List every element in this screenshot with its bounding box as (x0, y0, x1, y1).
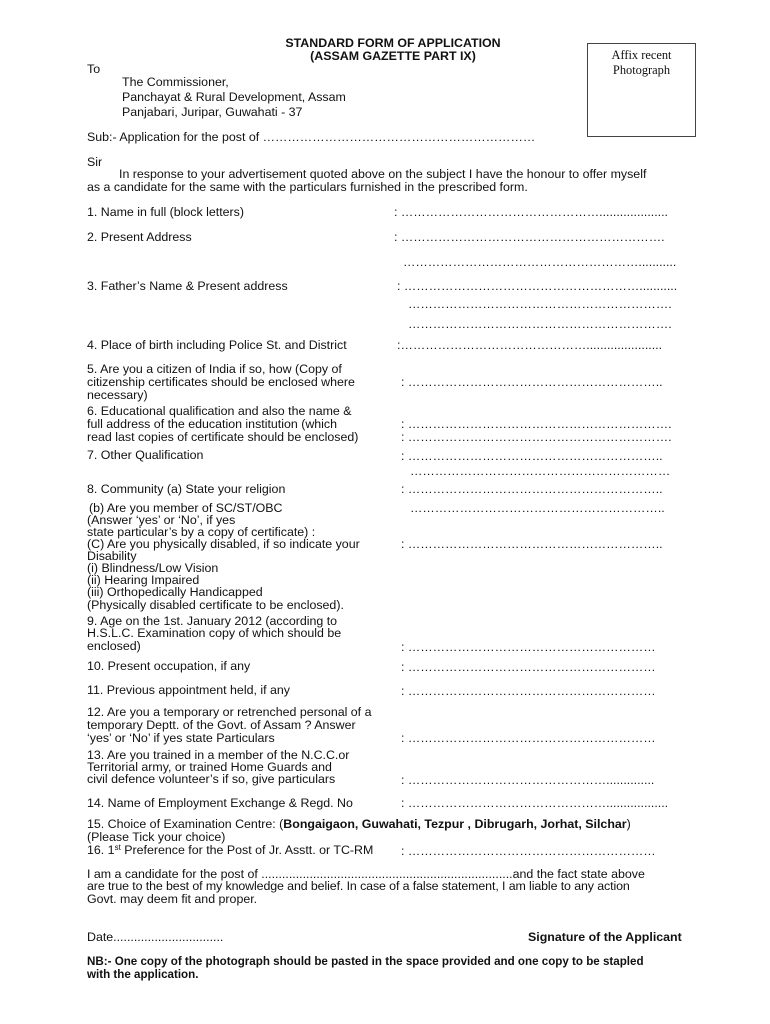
signature-label: Signature of the Applicant (528, 930, 682, 944)
field-3-entry-1[interactable]: : …………………………………………………........... (397, 279, 678, 293)
field-8c-entry[interactable]: : …………………………………………………….. (401, 537, 663, 551)
field-8c-label-line5: (iii) Orthopedically Handicapped (87, 585, 263, 599)
field-9-label-line1: 9. Age on the 1st. January 2012 (according to (87, 614, 338, 628)
field-3-entry-2[interactable]: ………………………………………………………. (408, 297, 672, 311)
exam-centre-options[interactable]: Bongaigaon, Guwahati, Tezpur , Dibrugarh, Jorhat, Silchar (283, 817, 627, 831)
to-label: To (87, 62, 101, 76)
field-6-label-line2: full address of the education institution (which (87, 417, 338, 431)
form-subtitle: (ASSAM GAZETTE PART IX) (310, 49, 476, 63)
field-3-entry-3[interactable]: ………………………………………………………. (408, 317, 672, 331)
field-12-label-line1: 12. Are you a temporary or retrenched personal of a (87, 705, 372, 719)
field-2-entry-1[interactable]: : ………………………………………………………. (394, 230, 665, 244)
field-11-entry[interactable]: : …………………………………………………… (401, 684, 656, 698)
field-3-label: 3. Father’s Name & Present address (87, 279, 288, 293)
field-13-label-line1: 13. Are you trained in a member of the N.C.C.or (87, 748, 350, 762)
field-8b-entry[interactable]: …………………………………………………….. (410, 501, 665, 515)
field-6-entry-1[interactable]: : ………………………………………………………. (401, 417, 672, 431)
field-10-label: 10. Present occupation, if any (87, 659, 251, 673)
field-16-prefix: 16. 1 (87, 843, 115, 857)
field-8b-label-line3: state particular’s by a copy of certificate) : (87, 525, 316, 539)
declaration-line3: Govt. may deem fit and proper. (87, 892, 258, 906)
field-16-rest: Preference for the Post of Jr. Asstt. or TC-RM (120, 843, 374, 857)
intro-line1: In response to your advertisement quoted above on the subject I have the honour to offer myself (119, 167, 647, 181)
field-5-label-line3: necessary) (87, 388, 148, 402)
field-16-superscript: st (114, 843, 121, 852)
field-1-entry[interactable]: : ………………………………………….................... (394, 205, 668, 219)
field-14-label: 14. Name of Employment Exchange & Regd. No (87, 796, 353, 810)
field-8c-label-line4: (ii) Hearing Impaired (87, 573, 200, 587)
field-5-entry[interactable]: : …………………………………………………….. (401, 375, 663, 389)
field-8c-label-line6: (Physically disabled certificate to be enclosed). (87, 598, 344, 612)
salutation: Sir (87, 155, 103, 169)
field-15-prefix: 15. Choice of Examination Centre: ( (87, 817, 284, 831)
field-7-entry-2[interactable]: ……………………………………………………… (410, 464, 671, 478)
field-7-label: 7. Other Qualification (87, 448, 204, 462)
intro-line2: as a candidate for the same with the particulars furnished in the prescribed form. (87, 180, 528, 194)
declaration-line2: are true to the best of my knowledge and belief. In case of a false statement, I am liable to any action (87, 879, 630, 893)
date-field[interactable]: Date................................ (87, 930, 224, 944)
field-8c-label-line2: Disability (87, 549, 137, 563)
field-8b-label-line2: (Answer ‘yes’ or ‘No’, if yes (87, 513, 236, 527)
field-14-entry[interactable]: : ………………………………………….................. (401, 796, 669, 810)
address-line2: Panchayat & Rural Development, Assam (122, 90, 346, 104)
declaration-prefix: I am a candidate for the post of (87, 867, 258, 881)
field-5-label-line1: 5. Are you a citizen of India if so, how (Copy of (87, 362, 342, 376)
field-12-entry[interactable]: : …………………………………………………… (401, 731, 656, 745)
photo-box-line2: Photograph (612, 63, 671, 77)
declaration-suffix: and the fact state above (512, 867, 645, 881)
form-title: STANDARD FORM OF APPLICATION (285, 36, 501, 50)
field-5-label-line2: citizenship certificates should be enclosed where (87, 375, 355, 389)
nb-line1: NB:- One copy of the photograph should be pasted in the space provided and one copy to be stapled (87, 955, 644, 968)
field-8c-label-line1: (C) Are you physically disabled, if so indicate your (87, 537, 360, 551)
field-10-entry[interactable]: : …………………………………………………… (401, 660, 656, 674)
field-11-label: 11. Previous appointment held, if any (87, 683, 290, 697)
address-line3: Panjabari, Juripar, Guwahati - 37 (122, 105, 303, 119)
field-4-label: 4. Place of birth including Police St. and District (87, 338, 347, 352)
field-6-label-line1: 6. Educational qualification and also the name & (87, 404, 352, 418)
field-12-label-line3: ‘yes’ or ‘No’ if yes state Particulars (87, 731, 275, 745)
field-8a-entry[interactable]: : …………………………………………………….. (401, 482, 663, 496)
field-8b-label-line1: (b) Are you member of SC/ST/OBC (89, 501, 283, 515)
field-4-entry[interactable]: :………………………………………...................... (397, 338, 663, 352)
field-9-label-line3: enclosed) (87, 639, 141, 653)
field-16-entry[interactable]: : …………………………………………………… (401, 844, 656, 858)
field-6-entry-2[interactable]: : ………………………………………………………. (401, 430, 672, 444)
field-13-entry[interactable]: : ………………………………………….............. (401, 773, 655, 787)
declaration-post-entry[interactable]: ......................................................................... (261, 867, 513, 881)
field-7-entry-1[interactable]: : …………………………………………………….. (401, 449, 663, 463)
field-2-entry-2[interactable]: …………………………………………………........... (403, 255, 677, 269)
field-13-label-line2: Territorial army, or trained Home Guards and (87, 760, 332, 774)
field-16-label (87, 844, 373, 857)
field-15-instruction: (Please Tick your choice) (87, 830, 226, 844)
field-9-label-line2: H.S.L.C. Examination copy of which should be (87, 626, 342, 640)
field-2-label: 2. Present Address (87, 230, 192, 244)
field-6-label-line3: read last copies of certificate should be enclosed) (87, 430, 359, 444)
photo-box[interactable] (587, 43, 696, 137)
address-line1: The Commissioner, (122, 75, 229, 89)
field-13-label-line3: civil defence volunteer’s if so, give particulars (87, 772, 336, 786)
subject-line: Sub:- Application for the post of ………………………………………………………… (87, 130, 536, 144)
nb-line2: with the application. (87, 968, 199, 981)
field-1-label: 1. Name in full (block letters) (87, 205, 245, 219)
photo-box-line1: Affix recent (611, 48, 672, 62)
field-8c-label-line3: (i) Blindness/Low Vision (87, 561, 219, 575)
field-8a-label: 8. Community (a) State your religion (87, 482, 286, 496)
field-9-entry[interactable]: : …………………………………………………… (401, 640, 656, 654)
field-12-label-line2: temporary Deptt. of the Govt. of Assam ? Answer (87, 718, 356, 732)
field-15-suffix: ) (626, 817, 631, 831)
